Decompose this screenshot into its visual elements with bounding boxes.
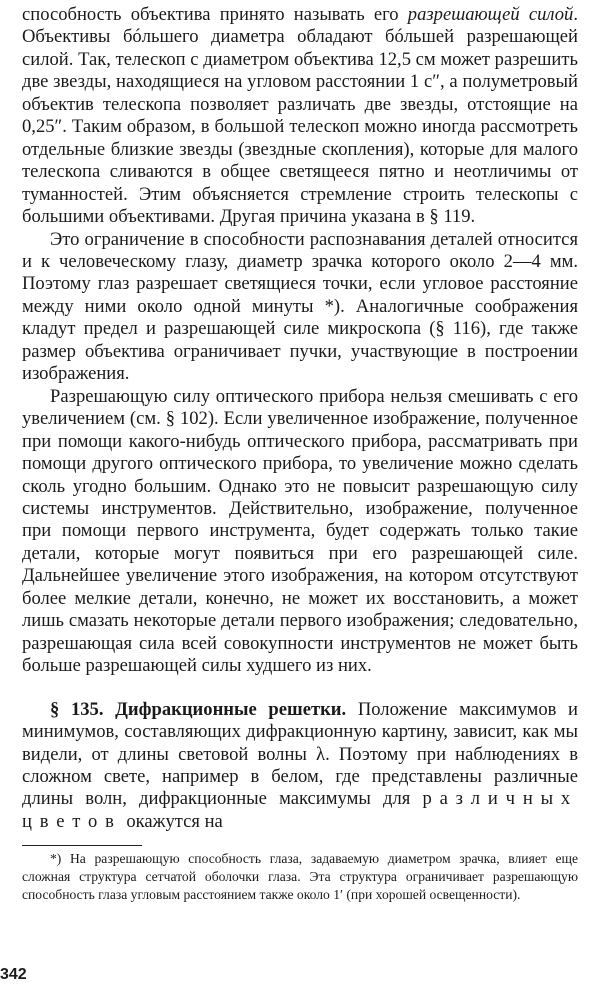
paragraph-text: способность объектива принято называть его	[22, 4, 408, 25]
paragraph-magnification: Разрешающую силу оптического прибора нельзя смешивать с его увеличением (см. § 102). Если увеличенное изображение, полученное при помощи какого-нибудь оптического прибора, рассматривать при помощи другого оптического прибора, то увеличение можно сделать сколь угодно большим. Однако это не повысит разрешающую силу системы инструментов. Действительно, изображение, полученное при помощи первого инструмента, будет содержать только такие детали, которые могут появиться при его разрешающей силе. Дальнейшее увеличение этого изображения, на котором отсутствуют более мелкие детали, конечно, не может их восстановить, а может лишь смазать некоторые детали первого изображения; следовательно, разрешающая сила всей совокупности инструментов не может быть больше разрешающей силы худшего из них.	[22, 385, 578, 677]
section-diffraction-gratings	[22, 699, 578, 834]
section-heading: § 135. Дифракционные решетки.	[50, 698, 347, 720]
section-text: Положение максимумов и минимумов, составляющих дифракционную картину, зависит, как мы видели, от длины световой волны λ. Поэтому при наблюдениях в сложном свете, например в белом, где представлены различные длины волн, дифракционные максимумы для	[22, 698, 578, 810]
footnote: *) На разрешающую способность глаза, задаваемую диаметром зрачка, влияет еще сложная структура сетчатой оболочки глаза. Эта структура ограничивает разрешающую способность глаза угловым расстоянием также около 1′ (при хорошей освещенности).	[22, 851, 578, 903]
page-body	[22, 4, 578, 904]
paragraph-resolving-power	[22, 4, 578, 229]
paragraph-text: . Объективы бóльшего диаметра обладают бóльшей разрешающей силой. Так, телескоп с диаметром объектива 12,5 см может разрешить две звезды, находящиеся на угловом расстоянии 1 с″, а полуметровый объектив телескопа позволяет различать две звезды, отстоящие на 0,25″. Таким образом, в большой телескоп можно иногда рассмотреть отдельные близкие звезды (звездные скопления), которые для малого телескопа сливаются в общее светящееся пятно и неотличимы от туманностей. Этим объясняется стремление строить телескопы с большими объективами. Другая причина указана в § 119.	[22, 4, 578, 228]
page-number: 342	[0, 966, 27, 983]
spaced-emphasis: различных цветов	[22, 788, 578, 832]
footnote-divider	[22, 845, 142, 846]
paragraph-human-eye: Это ограничение в способности распознавания деталей относится и к человеческому глазу, диаметр зрачка которого около 2—4 мм. Поэтому глаз разрешает светящиеся точки, если угловое расстояние между ними около одной минуты *). Аналогичные соображения кладут предел и разрешающей силе микроскопа (§ 116), где также размер объектива ограничивает пучки, участвующие в построении изображения.	[22, 228, 578, 385]
italic-term: разрешающей силой	[407, 4, 574, 25]
section-text: окажутся на	[121, 810, 223, 832]
